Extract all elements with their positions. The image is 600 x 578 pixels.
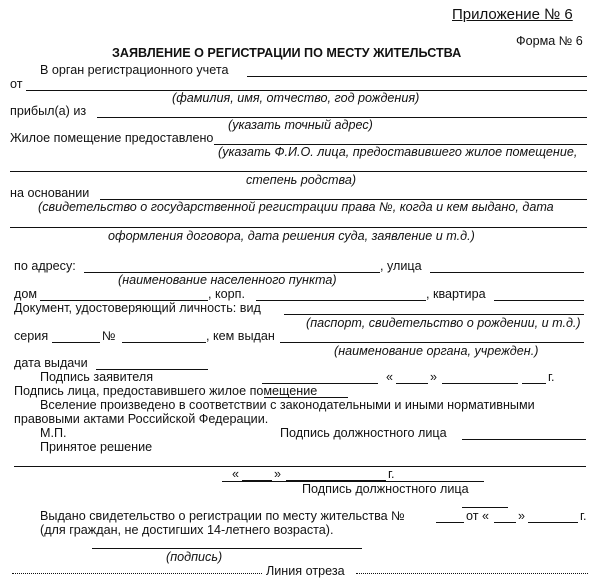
basis-label: на основании	[10, 186, 90, 200]
official-signature-line[interactable]	[462, 439, 586, 440]
basis-hint-2: оформления договора, дата решения суда, заявление и т.д.)	[108, 229, 475, 243]
decision-line[interactable]	[14, 466, 586, 467]
form-title: ЗАЯВЛЕНИЕ О РЕГИСТРАЦИИ ПО МЕСТУ ЖИТЕЛЬСТВА	[112, 46, 462, 60]
applicant-signature-label: Подпись заявителя	[40, 370, 154, 384]
cut-line-right	[356, 573, 588, 574]
applicant-year-suffix: г.	[548, 370, 555, 384]
signature-line[interactable]	[92, 548, 362, 549]
id-document-label: Документ, удостоверяющий личность: вид	[14, 301, 261, 315]
number-line[interactable]	[122, 342, 206, 343]
certificate-text: Выдано свидетельство о регистрации по месту жительства №	[40, 509, 405, 523]
authority-line[interactable]	[247, 76, 587, 77]
certificate-top-line[interactable]	[462, 507, 508, 508]
to-authority-label: В орган регистрационного учета	[40, 63, 229, 77]
appendix-label: Приложение № 6	[452, 6, 573, 23]
provided-by-label: Жилое помещение предоставлено	[10, 131, 214, 145]
minors-note: (для граждан, не достигших 14-летнего возраста).	[40, 523, 334, 537]
applicant-year-line[interactable]	[522, 383, 546, 384]
cut-line-label: Линия отреза	[266, 564, 345, 578]
korp-line[interactable]	[256, 300, 426, 301]
decision-label: Принятое решение	[40, 440, 153, 454]
issued-by-label: , кем выдан	[206, 329, 275, 343]
decision-quote-open: «	[232, 467, 240, 481]
id-document-line[interactable]	[284, 314, 584, 315]
provided-hint: (указать Ф.И.О. лица, предоставившего жилое помещение,	[218, 145, 578, 159]
certificate-number-line[interactable]	[436, 522, 464, 523]
signature-hint: (подпись)	[166, 550, 223, 564]
certificate-quote-close: »	[518, 509, 526, 523]
issued-by-line[interactable]	[280, 342, 584, 343]
certificate-month-line[interactable]	[528, 522, 578, 523]
arrived-hint: (указать точный адрес)	[228, 118, 373, 132]
decision-quote-close: »	[274, 467, 282, 481]
id-hint: (паспорт, свидетельство о рождении, и т.д.)	[306, 316, 581, 330]
certificate-from-label: от «	[466, 509, 489, 523]
stamp-label: М.П.	[40, 426, 67, 440]
house-label: дом	[14, 287, 38, 301]
series-label: серия	[14, 329, 49, 343]
basis-line-2[interactable]	[10, 227, 587, 228]
official-signature-2-label: Подпись должностного лица	[302, 482, 469, 496]
decision-year-suffix: г.	[388, 467, 395, 481]
apartment-line[interactable]	[494, 300, 584, 301]
apartment-label: , квартира	[426, 287, 486, 301]
series-line[interactable]	[52, 342, 100, 343]
official-signature-label: Подпись должностного лица	[280, 426, 447, 440]
form-number: Форма № 6	[516, 34, 583, 48]
address-label: по адресу:	[14, 259, 76, 273]
applicant-month-line[interactable]	[442, 383, 518, 384]
applicant-quote-close: »	[430, 370, 438, 384]
applicant-quote-open: «	[386, 370, 394, 384]
issuer-hint: (наименование органа, учрежден.)	[334, 344, 539, 358]
issue-date-label: дата выдачи	[14, 356, 88, 370]
number-label: №	[102, 329, 116, 343]
relation-line[interactable]	[10, 171, 587, 172]
applicant-day-line[interactable]	[396, 383, 428, 384]
provider-signature-label: Подпись лица, предоставившего жилое помещение	[14, 384, 318, 398]
relation-hint: степень родства)	[246, 173, 357, 187]
from-label: от	[10, 77, 23, 91]
arrived-from-label: прибыл(а) из	[10, 104, 87, 118]
locality-hint: (наименование населенного пункта)	[118, 273, 337, 287]
certificate-year-suffix: г.	[580, 509, 587, 523]
cut-line-left	[12, 573, 262, 574]
certificate-day-line[interactable]	[494, 522, 516, 523]
basis-hint: (свидетельство о государственной регистрации права №, когда и кем выдано, дата	[38, 200, 554, 214]
settlement-text-2: правовыми актами Российской Федерации.	[14, 412, 269, 426]
street-label: , улица	[380, 259, 422, 273]
korp-label: , корп.	[208, 287, 245, 301]
street-line[interactable]	[430, 272, 584, 273]
from-hint: (фамилия, имя, отчество, год рождения)	[172, 91, 420, 105]
settlement-text-1: Вселение произведено в соответствии с законодательными и иными нормативными	[40, 398, 535, 412]
